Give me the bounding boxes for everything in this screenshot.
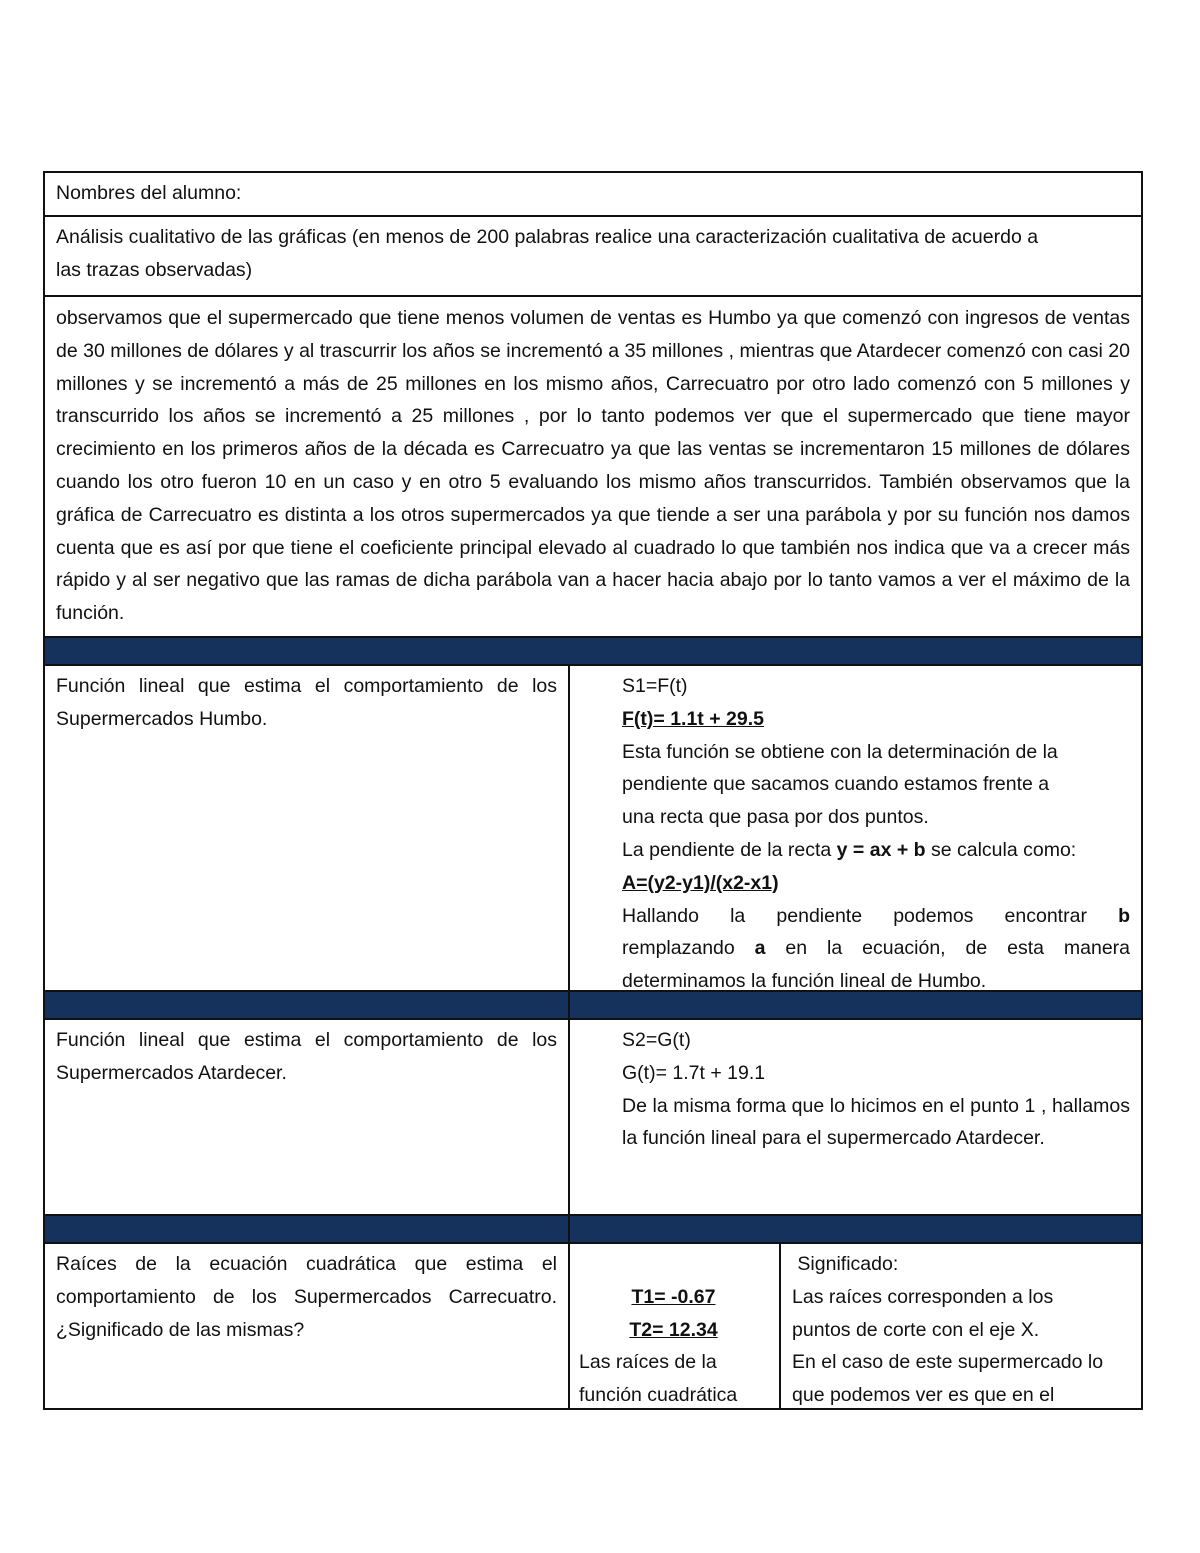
carrecuatro-meaning-1: Las raíces corresponden a los (792, 1285, 1054, 1308)
humbo-find-line-2 (622, 932, 1130, 965)
carrecuatro-t1: T1= -0.67 (631, 1285, 716, 1308)
analysis-prompt-row (45, 217, 1141, 297)
divider-left (45, 992, 570, 1018)
analysis-answer-row (45, 297, 1141, 638)
carrecuatro-t2: T2= 12.34 (629, 1318, 718, 1341)
humbo-explanation-3: una recta que pasa por dos puntos. (622, 806, 929, 829)
carrecuatro-meaning-label: Significado: (792, 1253, 899, 1275)
analysis-prompt-line1: Análisis cualitativo de las gráficas (en menos de 200 palabras realice una caracterización cualitativa de acuerdo a (56, 226, 1039, 248)
humbo-find-1b: b (1118, 904, 1130, 927)
humbo-slope-formula: A=(y2-y1)/(x2-x1) (622, 871, 779, 894)
analysis-prompt-line2: las trazas observadas) (56, 258, 253, 281)
carrecuatro-meaning-2: puntos de corte con el eje X. (792, 1318, 1040, 1341)
divider-right (570, 1216, 1141, 1242)
carrecuatro-meaning-cell (781, 1244, 1141, 1408)
atardecer-row (45, 1020, 1141, 1216)
humbo-slope-line (622, 834, 1130, 867)
humbo-row (45, 666, 1141, 992)
student-names-label: Nombres del alumno: (56, 182, 242, 204)
atardecer-formula: G(t)= 1.7t + 19.1 (622, 1061, 766, 1084)
carrecuatro-roots-text-1: Las raíces de la (579, 1351, 717, 1374)
humbo-formula: F(t)= 1.1t + 29.5 (622, 707, 764, 730)
section-divider-band (45, 992, 1141, 1020)
humbo-find-2b: a (754, 937, 766, 960)
humbo-answer-cell (570, 666, 1141, 993)
humbo-explanation-2: pendiente que sacamos cuando estamos frente a (622, 773, 1050, 796)
carrecuatro-row (45, 1244, 1141, 1408)
humbo-find-2c: en la ecuación, de esta manera (765, 937, 1131, 960)
atardecer-answer-cell (570, 1020, 1141, 1214)
atardecer-explanation: De la misma forma que lo hicimos en el punto 1 , hallamos la función lineal para el supermercado Atardecer. (622, 1094, 1130, 1150)
carrecuatro-roots-cell (570, 1244, 781, 1408)
student-names-row (45, 173, 1141, 217)
divider-left (45, 1216, 570, 1242)
atardecer-question: Función lineal que estima el comportamiento de los Supermercados Atardecer. (56, 1029, 557, 1084)
carrecuatro-roots-text-2: función cuadrática (579, 1384, 738, 1407)
carrecuatro-meaning-4: que podemos ver es que en el (792, 1384, 1055, 1407)
humbo-slope-prefix: La pendiente de la recta (622, 838, 837, 861)
humbo-question: Función lineal que estima el comportamiento de los Supermercados Humbo. (56, 675, 557, 730)
humbo-question-cell (45, 666, 570, 990)
humbo-slope-suffix: se calcula como: (925, 838, 1077, 861)
atardecer-question-cell (45, 1020, 570, 1214)
humbo-find-line-1 (622, 900, 1130, 933)
divider-right (570, 992, 1141, 1018)
atardecer-s2: S2=G(t) (622, 1029, 691, 1051)
humbo-find-line-3: determinamos la función lineal de Humbo. (622, 970, 987, 993)
carrecuatro-question-cell (45, 1244, 570, 1408)
section-divider-band (45, 638, 1141, 666)
humbo-find-1a: Hallando la pendiente podemos encontrar (622, 904, 1119, 927)
section-divider-band (45, 1216, 1141, 1244)
analysis-paragraph: observamos que el supermercado que tiene menos volumen de ventas es Humbo ya que comenzó con ingresos de ventas de 30 millones de dólares y al trascurrir los años se incrementó a 35 millones , mientras que Atardecer comenzó con casi 20 millones y se incrementó a más de 25 millones en los mismo años, Carrecuatro por otro lado comenzó con 5 millones y transcurrido los años se incrementó a 25 millones , por lo tanto podemos ver que el supermercado que tiene mayor crecimiento en los primeros años de la década es Carrecuatro ya que las ventas se incrementaron 15 millones de dólares cuando los otro fueron 10 en un caso y en otro 5 evaluando los mismo años transcurridos. También observamos que la gráfica de Carrecuatro es distinta a los otros supermercados ya que tiende a ser una parábola y por su función nos damos cuenta que es así por que tiene el coeficiente principal elevado al cuadrado lo que también nos indica que va a crecer más rápido y al ser negativo que las ramas de dicha parábola van a hacer hacia abajo por lo tanto vamos a ver el máximo de la función. (56, 307, 1130, 625)
carrecuatro-meaning-3: En el caso de este supermercado lo (792, 1351, 1104, 1374)
humbo-explanation-1: Esta función se obtiene con la determinación de la (622, 740, 1058, 763)
humbo-find-2a: remplazando (622, 937, 755, 960)
humbo-s1: S1=F(t) (622, 675, 688, 697)
carrecuatro-question: Raíces de la ecuación cuadrática que estima el comportamiento de los Supermercados Carrecuatro. ¿Significado de las mismas? (56, 1253, 557, 1341)
worksheet-table (43, 171, 1143, 1410)
humbo-slope-equation: y = ax + b (836, 838, 926, 861)
